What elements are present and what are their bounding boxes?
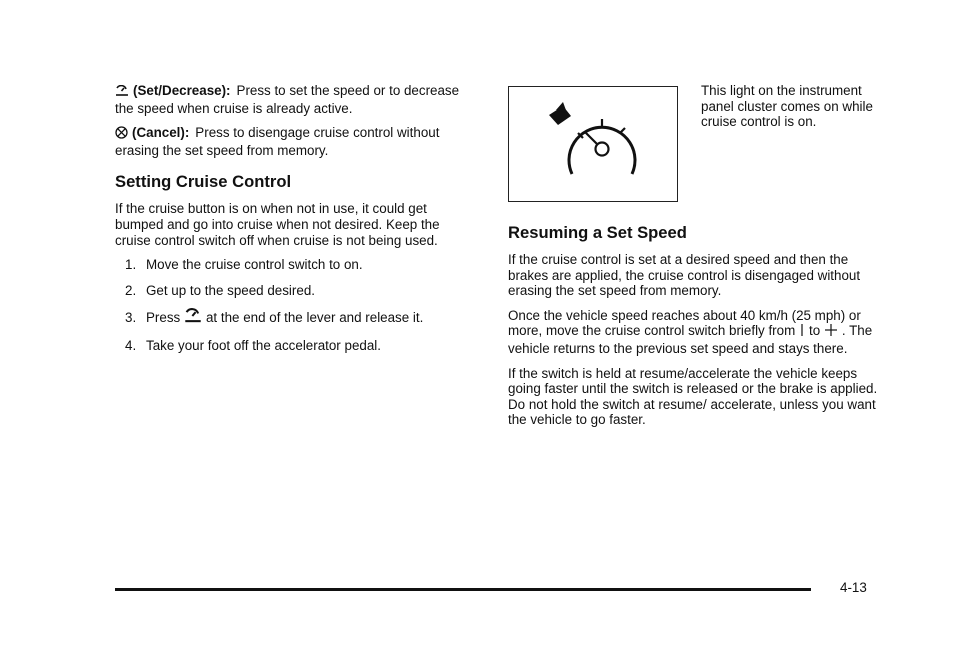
step-number: 2. bbox=[125, 282, 137, 298]
cancel-icon bbox=[115, 126, 128, 143]
setting-cruise-intro: If the cruise button is on when not in use, it could get bumped and go into cruise when not desired. Keep the cruise control switch off when cruise is not being used. bbox=[115, 201, 440, 248]
resume-accel-icon bbox=[824, 323, 838, 341]
resuming-paragraph-3: If the switch is held at resume/accelerate the vehicle keeps going faster until the switch is released or the brake is applied. Do not hold the switch at resume/ accelerate, unless you want the vehicle to go faster. bbox=[508, 365, 878, 428]
set-decrease-icon bbox=[184, 308, 202, 328]
cruise-control-indicator-icon bbox=[509, 87, 677, 201]
set-decrease-term: (Set/Decrease): bbox=[133, 83, 231, 98]
list-item bbox=[125, 338, 475, 354]
step-text: Take your foot off the accelerator pedal. bbox=[146, 337, 381, 353]
resuming-paragraph-2-a: Once the vehicle speed reaches about 40 km/h (25 mph) or more, move the cruise control switch briefly from bbox=[508, 307, 861, 339]
step-text: Move the cruise control switch to on. bbox=[146, 257, 363, 273]
list-item bbox=[125, 308, 475, 328]
cancel-term: (Cancel): bbox=[132, 125, 190, 141]
step-text: Get up to the speed desired. bbox=[146, 282, 315, 298]
cancel-paragraph bbox=[115, 125, 475, 158]
indicator-caption: This light on the instrument panel cluster comes on while cruise control is on. bbox=[701, 83, 873, 130]
indicator-figure-frame bbox=[508, 86, 678, 202]
resuming-paragraph-2-to: to bbox=[808, 323, 821, 339]
step-number: 3. bbox=[125, 310, 137, 326]
on-position-icon bbox=[799, 323, 805, 341]
list-item bbox=[125, 283, 475, 299]
indicator-figure bbox=[508, 83, 888, 208]
resuming-paragraph-2-b: . The vehicle returns to the previous set speed and stays there. bbox=[508, 323, 873, 356]
list-item bbox=[125, 257, 475, 273]
resuming-paragraph-1: If the cruise control is set at a desired speed and then the brakes are applied, the cruise control is disengaged without erasing the set speed from memory. bbox=[508, 252, 861, 299]
setting-cruise-heading: Setting Cruise Control bbox=[115, 172, 292, 192]
set-decrease-text: Press to set the speed or to decrease the speed when cruise is already active. bbox=[115, 83, 460, 116]
set-decrease-paragraph bbox=[115, 83, 475, 116]
cancel-text: Press to disengage cruise control without erasing the set speed from memory. bbox=[115, 125, 440, 158]
step-number: 1. bbox=[125, 257, 137, 273]
step-text-pre: Press bbox=[146, 310, 181, 326]
footer-rule bbox=[115, 588, 811, 591]
resuming-paragraph-2 bbox=[508, 308, 888, 357]
step-number: 4. bbox=[125, 337, 137, 353]
right-column bbox=[508, 83, 888, 437]
step-text-post: at the end of the lever and release it. bbox=[205, 310, 424, 326]
page-number: 4-13 bbox=[840, 580, 867, 595]
steps-list bbox=[115, 257, 475, 353]
set-decrease-icon bbox=[115, 85, 129, 101]
resuming-heading: Resuming a Set Speed bbox=[508, 223, 687, 242]
left-column bbox=[115, 83, 475, 364]
